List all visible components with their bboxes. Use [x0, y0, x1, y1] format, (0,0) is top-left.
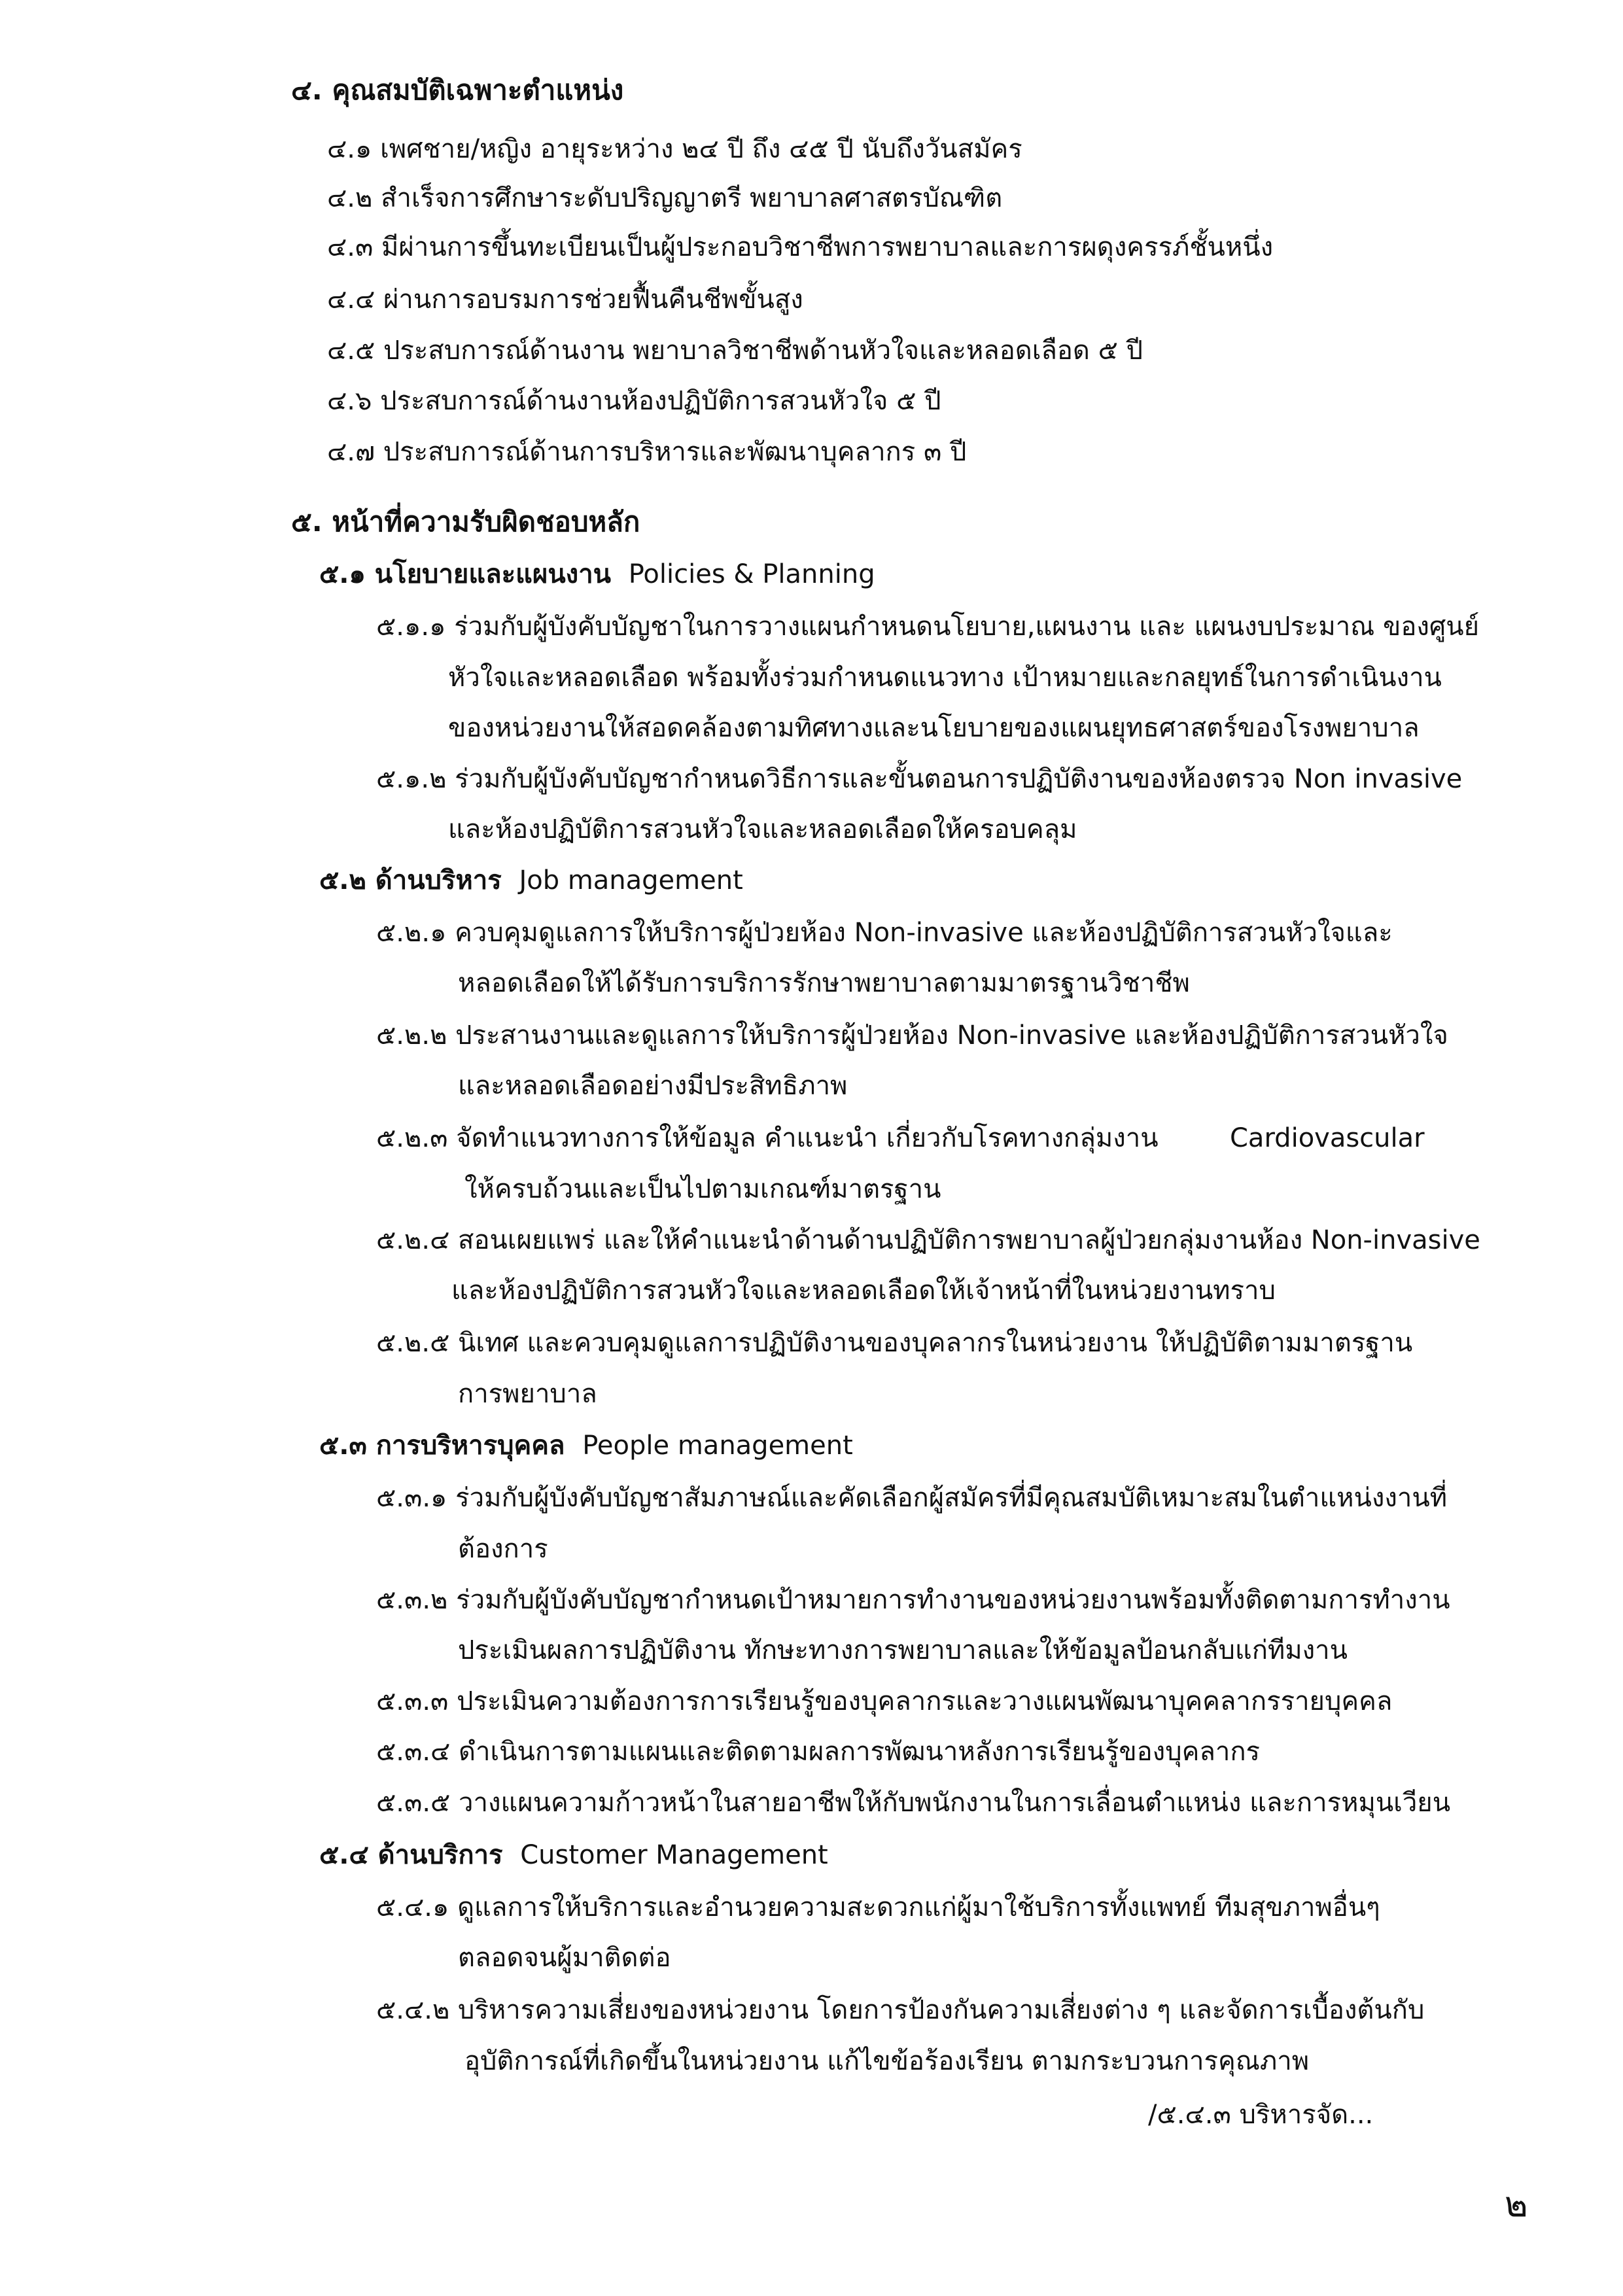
item-5-3-2-line-2: ประเมินผลการปฏิบัติงาน ทักษะทางการพยาบาลและให้ข้อมูลป้อนกลับแก่ทีมงาน	[458, 1635, 1348, 1665]
item-5-2-4-line-2: และห้องปฏิบัติการสวนหัวใจและหลอดเลือดให้เจ้าหน้าที่ในหน่วยงานทราบ	[451, 1276, 1276, 1306]
subsection-5-1-title: ๕.๑ นโยบายและแผนงาน	[319, 559, 612, 589]
subsection-5-3	[319, 1427, 853, 1464]
item-5-2-1-line-2: หลอดเลือดให้ได้รับการบริการรักษาพยาบาลตามมาตรฐานวิชาชีพ	[458, 968, 1190, 998]
item-5-4-2-line-2: อุบัติการณ์ที่เกิดขึ้นในหน่วยงาน แก้ไขข้อร้องเรียน ตามกระบวนการคุณภาพ	[464, 2046, 1310, 2076]
item-4-1: ๔.๑ เพศชาย/หญิง อายุระหว่าง ๒๔ ปี ถึง ๔๕ ปี นับถึงวันสมัคร	[327, 134, 1022, 164]
item-5-3-2-line-1: ๕.๓.๒ ร่วมกับผู้บังคับบัญชากำหนดเป้าหมายการทำงานของหน่วยงานพร้อมทั้งติดตามการทำงาน	[376, 1585, 1450, 1615]
section-4-heading: ๔. คุณสมบัติเฉพาะตำแหน่ง	[291, 74, 624, 106]
item-4-6: ๔.๖ ประสบการณ์ด้านงานห้องปฏิบัติการสวนหัวใจ ๕ ปี	[327, 386, 941, 416]
item-5-1-1-line-2: หัวใจและหลอดเลือด พร้อมทั้งร่วมกำหนดแนวทาง เป้าหมายและกลยุทธ์ในการดำเนินงาน	[448, 663, 1442, 693]
subsection-5-4-title: ๕.๔ ด้านบริการ	[319, 1840, 503, 1870]
item-5-2-5-line-2: การพยาบาล	[458, 1379, 597, 1409]
item-5-3-1-line-1: ๕.๓.๑ ร่วมกับผู้บังคับบัญชาสัมภาษณ์และคัดเลือกผู้สมัครที่มีคุณสมบัติเหมาะสมในตำแหน่งงานที่	[376, 1483, 1448, 1513]
item-5-2-3-line-1: ๕.๒.๓ จัดทำแนวทางการให้ข้อมูล คำแนะนำ เกี่ยวกับโรคทางกลุ่มงาน	[376, 1123, 1159, 1153]
subsection-5-1	[319, 556, 875, 593]
item-4-5: ๔.๕ ประสบการณ์ด้านงาน พยาบาลวิชาชีพด้านหัวใจและหลอดเลือด ๕ ปี	[327, 336, 1143, 366]
item-5-1-1-line-3: ของหน่วยงานให้สอดคล้องตามทิศทางและนโยบายของแผนยุทธศาสตร์ของโรงพยาบาล	[448, 713, 1420, 743]
item-5-4-2-line-1: ๕.๔.๒ บริหารความเสี่ยงของหน่วยงาน โดยการป้องกันความเสี่ยงต่าง ๆ และจัดการเบื้องต้นกับ	[376, 1995, 1425, 2025]
subsection-5-4	[319, 1837, 828, 1873]
item-5-3-4: ๕.๓.๔ ดำเนินการตามแผนและติดตามผลการพัฒนาหลังการเรียนรู้ของบุคลากร	[376, 1737, 1261, 1767]
item-5-4-1-line-1: ๕.๔.๑ ดูแลการให้บริการและอำนวยความสะดวกแก่ผู้มาใช้บริการทั้งแพทย์ ทีมสุขภาพอื่นๆ	[376, 1892, 1380, 1922]
subsection-5-3-english: People management	[582, 1431, 853, 1461]
subsection-5-4-english: Customer Management	[520, 1840, 828, 1870]
item-5-3-3: ๕.๓.๓ ประเมินความต้องการการเรียนรู้ของบุคลากรและวางแผนพัฒนาบุคคลากรรายบุคคล	[376, 1686, 1393, 1716]
item-4-2: ๔.๒ สำเร็จการศึกษาระดับปริญญาตรี พยาบาลศาสตรบัณฑิต	[327, 183, 1003, 213]
item-4-7: ๔.๗ ประสบการณ์ด้านการบริหารและพัฒนาบุคลากร ๓ ปี	[327, 437, 967, 467]
item-5-1-2-line-2: และห้องปฏิบัติการสวนหัวใจและหลอดเลือดให้ครอบคลุม	[448, 814, 1077, 844]
continuation-note: /๕.๔.๓ บริหารจัด...	[1148, 2100, 1374, 2130]
item-5-2-4-line-1: ๕.๒.๔ สอนเผยแพร่ และให้คำแนะนำด้านด้านปฏิบัติการพยาบาลผู้ป่วยกลุ่มงานห้อง Non-invasive	[376, 1225, 1480, 1255]
item-4-4: ๔.๔ ผ่านการอบรมการช่วยฟื้นคืนชีพขั้นสูง	[327, 285, 803, 315]
item-5-3-5: ๕.๓.๕ วางแผนความก้าวหน้าในสายอาชีพให้กับพนักงานในการเลื่อนตำแหน่ง และการหมุนเวียน	[376, 1788, 1451, 1818]
item-5-1-2-line-1: ๕.๑.๒ ร่วมกับผู้บังคับบัญชากำหนดวิธีการและขั้นตอนการปฏิบัติงานของห้องตรวจ Non invasive	[376, 764, 1463, 794]
item-5-2-3-cardiovascular: Cardiovascular	[1230, 1123, 1425, 1153]
section-5-heading: ๕. หน้าที่ความรับผิดชอบหลัก	[291, 506, 640, 538]
item-5-3-1-line-2: ต้องการ	[458, 1534, 548, 1564]
subsection-5-3-title: ๕.๓ การบริหารบุคคล	[319, 1431, 565, 1461]
subsection-5-2-english: Job management	[519, 865, 743, 896]
item-5-2-3-line-2: ให้ครบถ้วนและเป็นไปตามเกณฑ์มาตรฐาน	[464, 1174, 941, 1204]
item-5-2-1-line-1: ๕.๒.๑ ควบคุมดูแลการให้บริการผู้ป่วยห้อง Non-invasive และห้องปฏิบัติการสวนหัวใจและ	[376, 918, 1393, 948]
subsection-5-2	[319, 862, 743, 899]
subsection-5-1-english: Policies & Planning	[628, 559, 875, 589]
item-5-1-1-line-1: ๕.๑.๑ ร่วมกับผู้บังคับบัญชาในการวางแผนกำหนดนโยบาย,แผนงาน และ แผนงบประมาณ ของศูนย์	[376, 612, 1480, 642]
item-5-2-2-line-2: และหลอดเลือดอย่างมีประสิทธิภาพ	[458, 1071, 848, 1101]
page-number: ๒	[1505, 2183, 1528, 2225]
item-5-2-2-line-1: ๕.๒.๒ ประสานงานและดูแลการให้บริการผู้ป่วยห้อง Non-invasive และห้องปฏิบัติการสวนหัวใจ	[376, 1020, 1448, 1051]
item-5-2-5-line-1: ๕.๒.๕ นิเทศ และควบคุมดูแลการปฏิบัติงานของบุคลากรในหน่วยงาน ให้ปฏิบัติตามมาตรฐาน	[376, 1328, 1413, 1358]
subsection-5-2-title: ๕.๒ ด้านบริหาร	[319, 865, 502, 896]
item-5-4-1-line-2: ตลอดจนผู้มาติดต่อ	[458, 1943, 671, 1973]
item-4-3: ๔.๓ มีผ่านการขึ้นทะเบียนเป็นผู้ประกอบวิชาชีพการพยาบาลและการผดุงครรภ์ชั้นหนึ่ง	[327, 232, 1274, 262]
